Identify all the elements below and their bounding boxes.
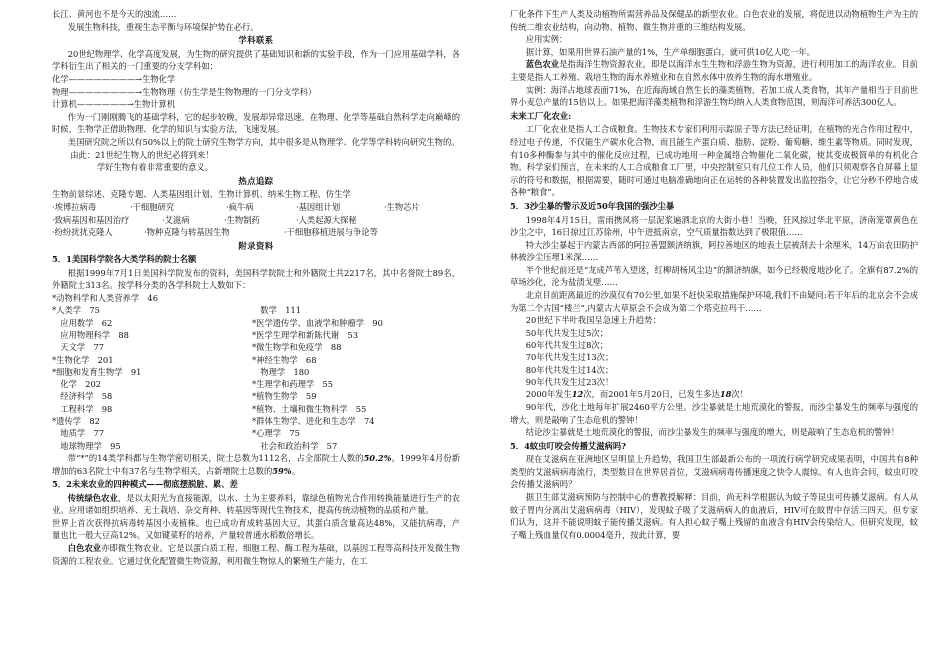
- section-5-3-para-4: 北京目前距离最近的沙漠仅有70公里,如果不赶快采取措施保护环境,我们不由疑问:若干年后的北京会不会成为第二个古国“楼兰”,内蒙古大草原会不会成为第二个塔克拉玛干……: [510, 290, 918, 313]
- dust-label: 80年代共发生过: [525, 364, 587, 375]
- section-5-4-para-1: 现在艾滋病在亚洲地区呈明显上升趋势，我国卫生部最新公布的一项流行病学研究成果表明，中国共有8种类型的艾滋病病毒流行，类型数目在世界居首位，艾滋病病毒传播速度之快令人震惊。有人也许会问，蚊虫叮咬会传播艾滋病吗？: [510, 454, 918, 490]
- list-item: [510, 364, 918, 376]
- list-item: *医学生理学和新陈代谢 53: [252, 329, 358, 340]
- dust-suffix: 次；: [596, 364, 614, 375]
- list-item: *遗传学 82: [52, 416, 100, 427]
- hot-item: ·人类起源大探秘: [296, 214, 357, 225]
- dust-suffix: 次；: [596, 352, 614, 363]
- green-agriculture-para-2: 世界上首次获得抗病毒转基因小麦植株。也已成功育成转基因大豆，其蛋白质含量高达48%，又能抗病毒，产量也比一般大豆高12%。又如键菜籽的培养，产量较普通水稻数倍增长。: [52, 517, 460, 541]
- dust-count: 8: [586, 340, 592, 351]
- dust-suffix: 次！: [596, 377, 614, 388]
- section-5-3-para-6: 90年代，沙化土地每年扩展2460平方公里。沙尘暴就是土地荒漠化的警报，而沙尘暴发生的频率与强度的增大，则是敲响了生态危机的警钟！: [510, 401, 918, 425]
- white-agriculture-para: [52, 542, 460, 567]
- members-table: [52, 292, 460, 452]
- note-text: 。1999年4月份新增加的63名院士中有37名与生物学相关，占新增院士总数的: [52, 452, 460, 476]
- hot-item: ·埃博拉病毒: [52, 201, 97, 212]
- dust-count: 5: [586, 327, 592, 338]
- note-percent: 50.2%: [363, 452, 392, 463]
- xueke-row-to: 生物化学: [141, 73, 176, 84]
- dust-label: 90年代共发生过: [525, 377, 587, 388]
- section-5-3-para-2: 特大沙尘暴起于内蒙古西部的阿拉善盟额济纳旗，阿拉善地区的地表土层被刮去十余厘米，14万亩农田防护林被沙尘压埋1米深……: [510, 239, 918, 263]
- hot-item: ·干细胞研究: [130, 201, 175, 212]
- xueke-row-1: [52, 73, 460, 86]
- dust-text: 2000年发生: [525, 389, 572, 400]
- future-title: 未来工厂化农业:: [510, 110, 572, 121]
- xueke-row-3: [52, 98, 460, 111]
- xueke-row-to: 生物物理（仿生学是生物物理的一门分支学科）: [141, 86, 317, 97]
- section-5-3-para-1: 1998年4月15日，雷雨携风将一层泥浆遍洒北京的大街小巷！当晚，狂风掠过华北平原，济南笼罩黄色在沙尘之中，16日掠过江苏徐州，中午进抵南京，空气质量指数达到了极限值……: [510, 214, 918, 238]
- white-label: 白色农业: [67, 543, 102, 554]
- list-item: *群体生物学、进化和生态学 74: [252, 416, 375, 427]
- dust-2000-line: [510, 388, 918, 401]
- intro-line-2: 发展生物科技，重视生态平衡与环境保护势在必行。: [67, 21, 259, 32]
- section-5-3-para-5: 20世纪下半叶我国呈急速上升趋势：: [525, 315, 661, 326]
- section-5-1-para: 根据1999年7月1日美国科学院发布的资料，美国科学院院士和外籍院士共2217名，其中名誉院士89名，外籍院士313名。按学科分类的各学科院士人数如下：: [52, 267, 460, 291]
- xueke-para-5: 学好生物有着非常重要的意义。: [96, 162, 213, 173]
- blue-label: 蓝色农业: [525, 59, 560, 70]
- list-item: 物理学 180: [252, 366, 310, 377]
- list-item: *心理学 75: [252, 428, 300, 439]
- xueke-title: 学科联系: [238, 35, 274, 46]
- hot-item: ·生物制药: [224, 214, 260, 225]
- xueke-para-3: 美国研究院之所以有50%以上的院士研究生物学方向，其中很多是从物理学、化学等学科转向研究生物的。: [67, 136, 460, 147]
- section-5-4-title: 5．4蚊虫叮咬会传播艾滋病吗?: [510, 440, 626, 451]
- xueke-row-arrow: ————————→: [68, 73, 142, 84]
- dust-count: 12: [571, 389, 584, 400]
- hot-line-4: [52, 226, 460, 239]
- section-5-1-note: [52, 452, 460, 477]
- future-text: 工厂化农业是指人工合成粮食。生物技术专家们利用示踪原子等方法已经证明，在植物的光合作用过程中，经过电子传递，不仅能生产碳水化合物，而且能生产蛋白质、脂肪、淀粉、葡萄糖、维生素等物质。同时发现，有10多种酶参与其中的催化反应过程，已成功地用一种金属络合物催化二氧化碳，使其变成极简单的有机化合物。科学家们预言，在未来的人工合成粮食工厂里，中央控制室只有几位工作人员，他们只须观察各自屏幕上显示的符号和数据，根据需要，随时可通过电脑准确地向正在运转的各种装置发出监控指令，让它分秒不停地合成各种“粮食”。: [510, 124, 918, 198]
- green-text: ，是以太阳光为直接能源，以水、土为主要养料，靠绿色植物光合作用转换能量进行生产的农业。应用诸如组织培养、无土栽培、杂交育种、转基因等现代生物技术，提高传统动植物的品质和产量。: [52, 492, 460, 516]
- hot-item: ·艾滋病: [162, 214, 190, 225]
- list-item: *医学遗传学、血液学和肿瘤学 90: [252, 317, 383, 328]
- section-5-1-title: 5．1美国科学院各大类学科的院士名额: [52, 254, 197, 265]
- dust-count: 14: [586, 364, 597, 375]
- apply-text: 据计算，如果用世界石油产量的1%，生产单细胞蛋白，就可供10亿人吃一年。: [525, 46, 815, 57]
- dust-label: 70年代共发生过: [525, 352, 587, 363]
- dust-suffix: 次；: [591, 340, 608, 351]
- white-text: 亦即微生物农业。它是以蛋白质工程、细胞工程、酶工程为基础，以基因工程等高科技开发微生物资源的工程农业。它通过优化配置微生物资源，利用微生物惊人的繁殖生产能力，在工: [52, 543, 460, 566]
- right-column: [510, 8, 918, 541]
- blue-text: 是指海洋生物资源农业，即是以海洋水生生物和浮游生物为资源，进行利用加工的海洋农业。目前主要是指人工养殖、栽培生物的海水养殖业和在自然水体中放养生物的海水增殖业。: [510, 59, 918, 82]
- section-5-3-title: 5．3沙尘暴的警示及近50年我国的强沙尘暴: [510, 200, 675, 211]
- xueke-row-from: 计算机: [52, 99, 77, 110]
- xueke-para-4: 由此：21世纪生物人的世纪必将到来！: [70, 149, 214, 160]
- hot-item: ·物种克隆与转基因生物: [144, 227, 230, 238]
- hot-item: ·致病基因和基因治疗: [52, 214, 130, 225]
- list-item: *植物、土壤和微生物科学 55: [252, 403, 367, 414]
- list-item: 天文学 77: [52, 342, 105, 353]
- section-5-4-para-2: 据卫生部艾滋病预防与控制中心的曹教授解释：目前，尚无科学根据认为蚊子等昆虫可传播艾滋病。有人从蚊子胃内分离出艾滋病病毒（HIV），发现蚊子吸了艾滋病病人的血液后，HIV可在蚊胃中存活三四天。但专家们认为，这并不能说明蚊子能传播艾滋病。有人担心蚊子嘴上残留的血液含有HIV会传染给人。但研究发现，蚊子嘴上残血量仅有0.0004毫升，按此计算，要: [510, 492, 918, 540]
- list-item: [252, 292, 460, 304]
- xueke-row-from: 物理: [52, 86, 69, 97]
- hot-line-1: 生物前景综述、克隆专题、人类基因组计划、生物计算机、纳米生物工程、仿生学: [52, 189, 351, 200]
- hot-line-2: [52, 201, 460, 214]
- section-5-2-title: 5．2未来农业的四种模式——彻底摆脱脏、累、差: [52, 479, 238, 490]
- intro-line-1: 长江、黄河也不是今天的浊流……: [52, 9, 177, 19]
- list-item: *生理学和药理学 55: [252, 379, 334, 390]
- xueke-row-from: 化学: [52, 73, 69, 84]
- hot-line-3: [52, 214, 460, 227]
- appendix-title: 附录资料: [238, 240, 274, 251]
- xueke-para: 20世纪物理学、化学高度发展，为生物的研究提供了基础知识和新的实验手段，作为一门应用基础学科，各学科衍生出了相关的一门重要的分支学科如：: [52, 48, 460, 72]
- note-text: 。: [291, 465, 300, 476]
- list-item: [510, 339, 918, 351]
- white-agriculture-cont: 厂化条件下生产人类及动植物所需营养品及保健品的新型农业。白色农业的发展，将促进以动物植物生产为主的传统二维农业结构，向动物、植物、微生物并重的三维结构发展。: [510, 9, 918, 32]
- xueke-row-arrow: ————————→: [68, 86, 142, 97]
- list-item: 地质学 77: [52, 428, 105, 439]
- hot-item: ·干细胞移植进展与争论等: [284, 227, 378, 238]
- dust-list: [510, 327, 918, 388]
- dust-label: 50年代共发生过: [525, 327, 587, 338]
- section-5-3-para-3: 半个世纪前还是“龙成芦苇入望迷，红柳胡杨风尘边”的额济纳旗，如今已经极度地沙化了。全旗有87.2%的草场沙化，沦为盐渍戈壁……: [510, 264, 918, 288]
- list-item: 社会和政治科学 57: [252, 440, 338, 451]
- list-item: [510, 351, 918, 363]
- hot-title: 热点追踪: [238, 175, 274, 186]
- apply-label: 应用实例：: [525, 34, 568, 45]
- list-item: 数学 111: [252, 305, 302, 316]
- hot-item: ·基因组计划: [296, 201, 341, 212]
- xueke-row-to: 生物计算机: [133, 99, 176, 110]
- xueke-para-2: 作为一门刚刚腾飞的基础学科，它的起步较晚，发展却异常迅速，在物理、化学等基础自然科学走向巅峰的时候，生物学正借助物理、化学的知识与实验方法，飞速发展。: [52, 111, 460, 135]
- dust-count: 13: [586, 352, 597, 363]
- list-item: *微生物学和免疫学 88: [252, 342, 342, 353]
- xueke-row-arrow: ——————→: [76, 99, 134, 110]
- xueke-row-2: [52, 86, 460, 99]
- list-item: 地球物理学 95: [52, 440, 121, 451]
- list-item: 应用数学 62: [52, 317, 113, 328]
- dust-count: 18: [719, 389, 732, 400]
- list-item: [510, 327, 918, 339]
- hot-item: ·疯牛病: [226, 201, 254, 212]
- members-col-left: [52, 292, 252, 452]
- blue-agriculture-para: [510, 58, 918, 83]
- blue-example: 实例：海洋占地球表面71%，在近海海域自然生长的藻类植物，若加工成人类食物，其年产量相当于目前世界小麦总产量的15倍以上。如果把海洋藻类植物和浮游生物均纳入人类食物范围，则海洋可养活300亿人。: [510, 84, 918, 108]
- left-column: [52, 8, 460, 567]
- dust-count: 23: [586, 377, 597, 388]
- list-item: *细胞和发育生物学 91: [52, 366, 142, 377]
- members-col-right: [252, 292, 460, 452]
- dust-text: 次！: [731, 389, 748, 400]
- list-item: *动物科学和人类营养学 46: [52, 293, 158, 304]
- dust-label: 60年代共发生过: [525, 340, 587, 351]
- hot-item: ·纷纷扰扰克隆人: [52, 227, 113, 238]
- list-item: *神经生物学 68: [252, 354, 317, 365]
- dust-text: 次，而2001年5月20日，已发生多达: [583, 389, 720, 400]
- hot-item: ·生物芯片: [384, 201, 420, 212]
- note-text: 带“*”的14类学科都与生物学密切相关，院士总数为1112名，占全部院士人数的: [67, 452, 364, 463]
- list-item: 工程科学 98: [52, 403, 113, 414]
- list-item: *生物化学 201: [52, 354, 114, 365]
- list-item: 经济科学 58: [52, 391, 113, 402]
- section-5-3-para-7: 结论沙尘暴就是土地荒漠化的警报，而沙尘暴发生的频率与强度的增大，则是敲响了生态危机的警钟！: [525, 427, 900, 438]
- green-label: 传统绿色农业: [67, 492, 118, 503]
- list-item: [510, 376, 918, 388]
- list-item: *植物生物学 59: [252, 391, 317, 402]
- list-item: 化学 202: [52, 379, 102, 390]
- list-item: *人类学 75: [52, 305, 100, 316]
- dust-suffix: 次；: [591, 327, 608, 338]
- list-item: 应用物理科学 88: [52, 329, 129, 340]
- note-percent: 59%: [272, 465, 292, 476]
- green-agriculture-para: [52, 492, 460, 517]
